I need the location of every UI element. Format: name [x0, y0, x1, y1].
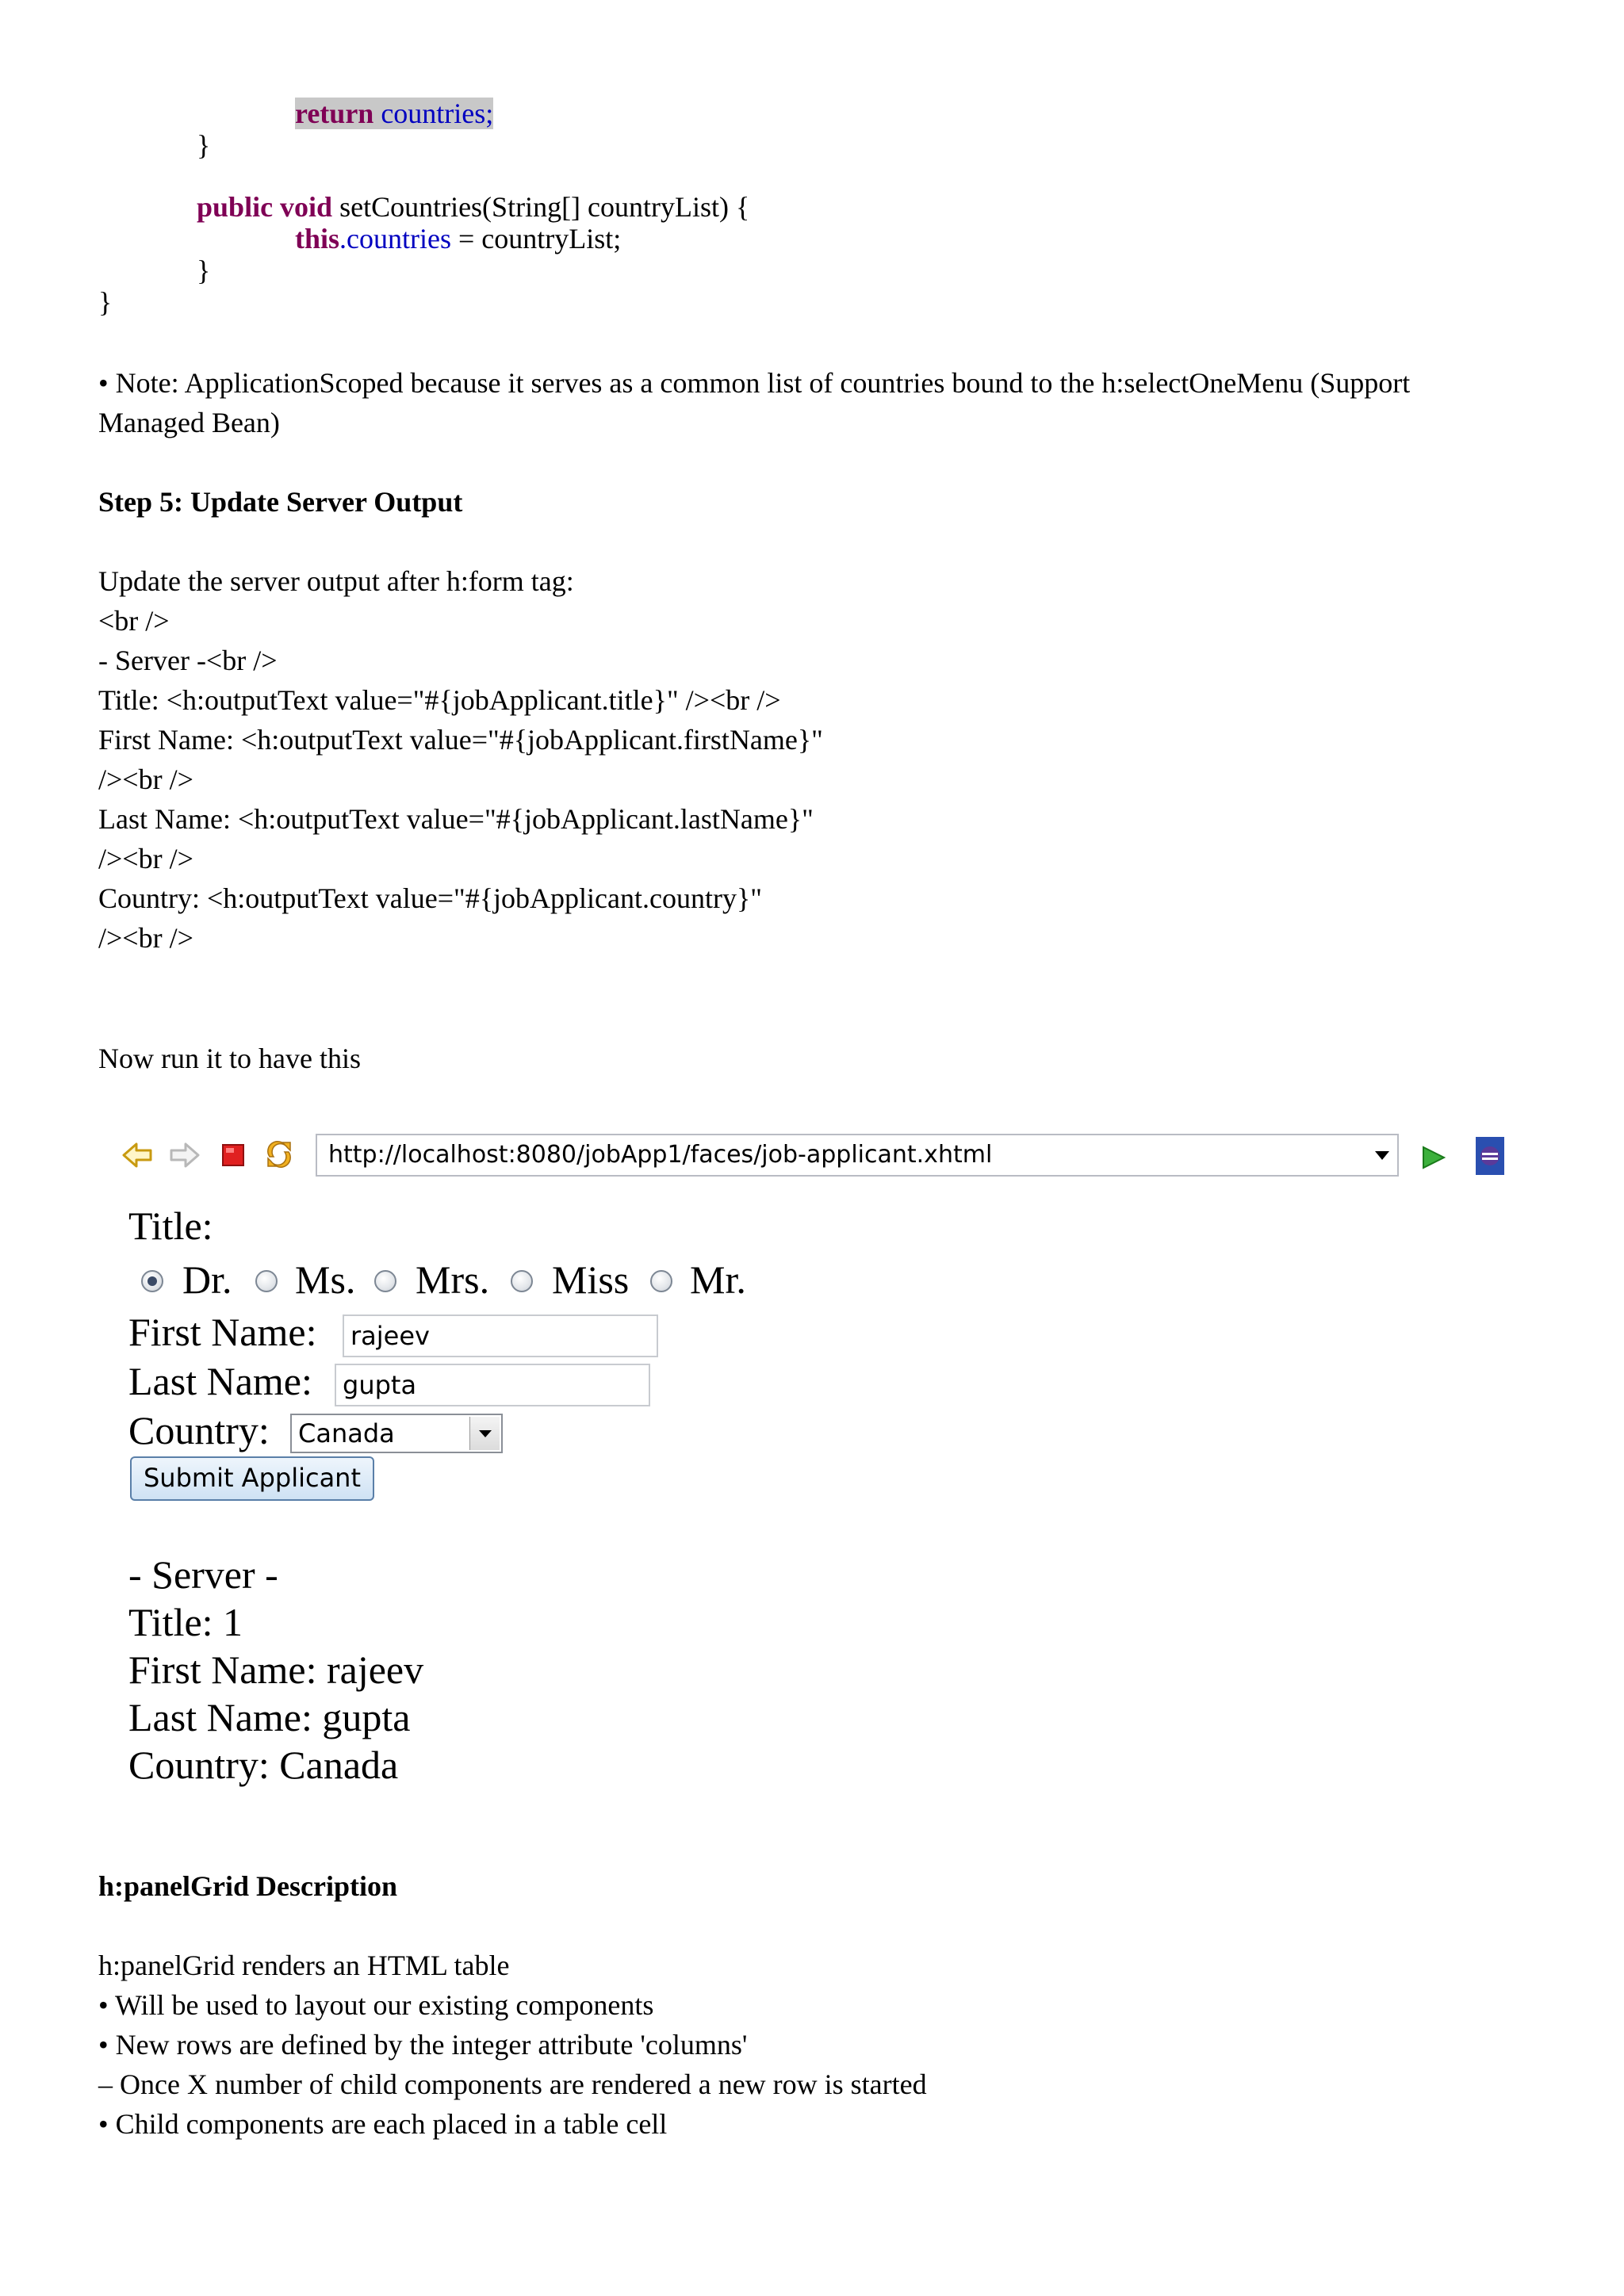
code-text: setCountries(String[] countryList) {	[332, 191, 750, 223]
panelgrid-line: • Child components are each placed in a table cell	[98, 2108, 668, 2140]
step5-line: First Name: <h:outputText value="#{jobApplicant.firstName}"	[98, 724, 823, 756]
radio-mr[interactable]	[650, 1270, 672, 1292]
country-select-value: Canada	[298, 1418, 395, 1448]
note-line: • Note: ApplicationScoped because it serves as a common list of countries bound to the h:selectOneMenu (Support	[98, 367, 1411, 399]
radio-ms[interactable]	[255, 1270, 278, 1292]
step5-line: Update the server output after h:form tag:	[98, 565, 574, 597]
chevron-down-icon[interactable]	[1375, 1151, 1389, 1160]
step5-line: Last Name: <h:outputText value="#{jobApplicant.lastName}"	[98, 803, 814, 835]
last-name-input[interactable]: gupta	[335, 1364, 650, 1406]
server-country: Country: Canada	[128, 1743, 399, 1787]
code-brace: }	[197, 129, 211, 161]
country-select[interactable]	[290, 1414, 503, 1453]
radio-label-miss: Miss	[552, 1257, 630, 1302]
step5-line: <br />	[98, 605, 170, 637]
forward-arrow-icon[interactable]	[168, 1139, 200, 1171]
server-header: - Server -	[128, 1552, 278, 1597]
last-name-label: Last Name:	[128, 1359, 312, 1403]
server-last-name: Last Name: gupta	[128, 1695, 411, 1739]
step5-line: /><br />	[98, 763, 193, 795]
radio-label-dr: Dr.	[182, 1257, 232, 1302]
go-icon[interactable]	[1418, 1142, 1450, 1173]
code-brace: }	[98, 286, 113, 318]
step5-line: - Server -<br />	[98, 645, 278, 676]
code-keyword: public void	[197, 191, 333, 223]
step5-line: Country: <h:outputText value="#{jobApplicant.country}"	[98, 882, 762, 914]
code-text: = countryList;	[451, 223, 622, 254]
radio-label-mrs: Mrs.	[416, 1257, 490, 1302]
code-keyword: this	[295, 223, 340, 254]
server-first-name: First Name: rajeev	[128, 1647, 424, 1692]
panelgrid-line: h:panelGrid renders an HTML table	[98, 1950, 510, 1981]
refresh-icon[interactable]	[263, 1138, 295, 1169]
url-text: http://localhost:8080/jobApp1/faces/job-applicant.xhtml	[328, 1141, 993, 1169]
chevron-down-icon[interactable]	[469, 1417, 500, 1450]
step5-line: /><br />	[98, 843, 193, 874]
stop-icon[interactable]	[217, 1139, 249, 1171]
eclipse-icon[interactable]	[1473, 1135, 1507, 1177]
address-bar[interactable]	[316, 1134, 1399, 1177]
code-field: .countries	[339, 223, 451, 254]
note-line: Managed Bean)	[98, 407, 280, 438]
submit-applicant-button[interactable]: Submit Applicant	[130, 1456, 374, 1501]
code-brace: }	[197, 254, 211, 286]
radio-mrs[interactable]	[374, 1270, 396, 1292]
code-field: countries;	[381, 98, 494, 129]
code-line-assign	[295, 219, 621, 258]
code-keyword: return	[295, 98, 374, 129]
panelgrid-line: – Once X number of child components are rendered a new row is started	[98, 2068, 927, 2100]
radio-label-ms: Ms.	[295, 1257, 356, 1302]
run-text: Now run it to have this	[98, 1043, 361, 1074]
title-label: Title:	[128, 1203, 213, 1248]
back-arrow-icon[interactable]	[122, 1139, 154, 1171]
panelgrid-line: • Will be used to layout our existing components	[98, 1989, 654, 2021]
step5-line: /><br />	[98, 922, 193, 954]
radio-dr[interactable]	[141, 1270, 163, 1292]
radio-miss[interactable]	[511, 1270, 533, 1292]
section-heading: Step 5: Update Server Output	[98, 486, 463, 518]
radio-label-mr: Mr.	[690, 1257, 746, 1302]
step5-line: Title: <h:outputText value="#{jobApplicant.title}" /><br />	[98, 684, 781, 716]
code-line-return	[295, 94, 493, 133]
country-label: Country:	[128, 1408, 270, 1452]
panelgrid-line: • New rows are defined by the integer attribute 'columns'	[98, 2029, 748, 2061]
server-title: Title: 1	[128, 1600, 243, 1644]
section-heading: h:panelGrid Description	[98, 1870, 398, 1902]
first-name-label: First Name:	[128, 1310, 317, 1354]
first-name-input[interactable]: rajeev	[343, 1314, 658, 1357]
